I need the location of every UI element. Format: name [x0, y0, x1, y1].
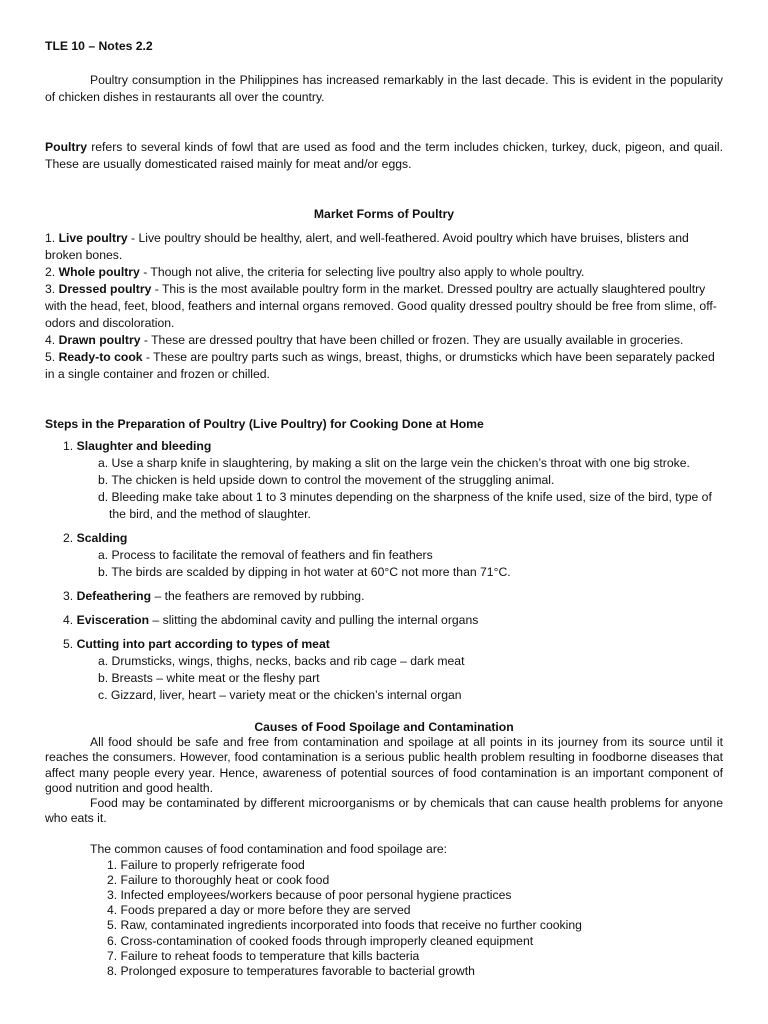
spoilage-paragraph-2: Food may be contaminated by different microorganisms or by chemicals that can cause health problems for anyone who eats it. — [45, 796, 723, 826]
item-text: - Though not alive, the criteria for selecting live poultry also apply to whole poultry. — [139, 265, 585, 279]
step-number: 2. — [63, 531, 77, 545]
item-text: - These are poultry parts such as wings, breast, thighs, or drumsticks which have been separately packed in a single container and frozen or chilled. — [45, 350, 715, 381]
poultry-term: Poultry — [45, 140, 87, 154]
intro-paragraph: Poultry consumption in the Philippines has increased remarkably in the last decade. This is evident in the popularity of chicken dishes in restaurants all over the country. — [45, 73, 723, 104]
item-term: Live poultry — [58, 231, 128, 245]
item-number: 3. — [45, 282, 59, 296]
step-term: Scalding — [76, 531, 128, 545]
step-4 — [63, 612, 723, 629]
step-sub-d-cont: the bird, and the method of slaughter. — [109, 507, 311, 521]
spoilage-heading: Causes of Food Spoilage and Contamination — [254, 720, 514, 734]
causes-list — [107, 858, 723, 980]
item-number: 1. — [45, 231, 59, 245]
steps-heading: Steps in the Preparation of Poultry (Live Poultry) for Cooking Done at Home — [45, 417, 484, 431]
step-term: Cutting into part according to types of meat — [76, 637, 330, 651]
step-title — [63, 636, 723, 653]
item-text: - These are dressed poultry that have been chilled or frozen. They are usually available in groceries. — [140, 333, 684, 347]
market-forms-heading: Market Forms of Poultry — [313, 207, 455, 221]
step-sub-a: a. Use a sharp knife in slaughtering, by making a slit on the large vein the chicken’s throat with one big stroke. — [98, 456, 690, 470]
cause-item: 8. Prolonged exposure to temperatures favorable to bacterial growth — [107, 964, 475, 979]
document-title: TLE 10 – Notes 2.2 — [45, 39, 153, 53]
spoilage-section — [45, 720, 723, 979]
step-text: – the feathers are removed by rubbing. — [151, 589, 365, 603]
item-number: 4. — [45, 333, 59, 347]
step-title — [63, 438, 723, 455]
step-sub-b: b. Breasts – white meat or the fleshy part — [98, 671, 320, 685]
step-3 — [63, 588, 723, 605]
step-sub-b: b. The birds are scalded by dipping in hot water at 60°C not more than 71°C. — [98, 565, 511, 579]
market-form-item — [45, 281, 723, 332]
item-term: Whole poultry — [58, 265, 140, 279]
poultry-definition — [45, 139, 723, 173]
step-term: Slaughter and bleeding — [76, 439, 212, 453]
step-sub-a: a. Drumsticks, wings, thighs, necks, backs and rib cage – dark meat — [98, 654, 465, 668]
step-number: 4. — [63, 613, 77, 627]
step-number: 5. — [63, 637, 77, 651]
market-form-item — [45, 264, 723, 281]
step-2 — [63, 530, 723, 581]
market-form-item — [45, 230, 723, 264]
cause-item: 6. Cross-contamination of cooked foods through improperly cleaned equipment — [107, 933, 534, 948]
step-text: – slitting the abdominal cavity and pulling the internal organs — [149, 613, 479, 627]
item-term: Dressed poultry — [58, 282, 152, 296]
step-sub-a: a. Process to facilitate the removal of feathers and fin feathers — [98, 548, 433, 562]
step-number: 1. — [63, 439, 77, 453]
cause-item: 7. Failure to reheat foods to temperature that kills bacteria — [107, 948, 420, 963]
step-term: Evisceration — [76, 613, 150, 627]
cause-item: 2. Failure to thoroughly heat or cook food — [107, 872, 330, 887]
cause-item: 3. Infected employees/workers because of poor personal hygiene practices — [107, 888, 512, 903]
step-sub-d: d. Bleeding make take about 1 to 3 minutes depending on the sharpness of the knife used, size of the bird, type of — [98, 490, 712, 504]
item-term: Drawn poultry — [58, 333, 141, 347]
cause-item: 5. Raw, contaminated ingredients incorporated into foods that receive no further cooking — [107, 918, 582, 933]
market-form-item — [45, 349, 723, 383]
cause-item: 1. Failure to properly refrigerate food — [107, 857, 305, 872]
item-text: - This is the most available poultry form in the market. Dressed poultry are actually slaughtered poultry with the head, feet, blood, feathers and internal organs removed. Good quality dressed poultry should be free from slime, off-odors and discoloration. — [45, 282, 717, 330]
market-forms-list — [45, 230, 723, 383]
poultry-definition-text: refers to several kinds of fowl that are used as food and the term includes chicken, turkey, duck, pigeon, and quail. These are usually domesticated raised mainly for meat and/or eggs. — [45, 140, 723, 171]
step-term: Defeathering — [76, 589, 152, 603]
causes-intro: The common causes of food contamination and food spoilage are: — [90, 842, 448, 857]
step-5 — [63, 636, 723, 704]
item-number: 2. — [45, 265, 59, 279]
item-number: 5. — [45, 350, 59, 364]
item-text: - Live poultry should be healthy, alert, and well-feathered. Avoid poultry which have bruises, blisters and broken bones. — [45, 231, 689, 262]
item-term: Ready-to cook — [58, 350, 143, 364]
step-sub-b: b. The chicken is held upside down to control the movement of the struggling animal. — [98, 473, 555, 487]
spoilage-paragraph-1: All food should be safe and free from contamination and spoilage at all points in its journey from its source until it reaches the consumers. However, food contamination is a serious public health problem resulting in foodborne diseases that affect many people every year. Hence, awareness of potential sources of food contamination is an important component of good nutrition and good health. — [45, 735, 723, 795]
step-1 — [63, 438, 723, 523]
cause-item: 4. Foods prepared a day or more before they are served — [107, 903, 411, 918]
step-number: 3. — [63, 589, 77, 603]
market-form-item — [45, 332, 723, 349]
step-title — [63, 530, 723, 547]
step-sub-c: c. Gizzard, liver, heart – variety meat or the chicken’s internal organ — [98, 688, 462, 702]
